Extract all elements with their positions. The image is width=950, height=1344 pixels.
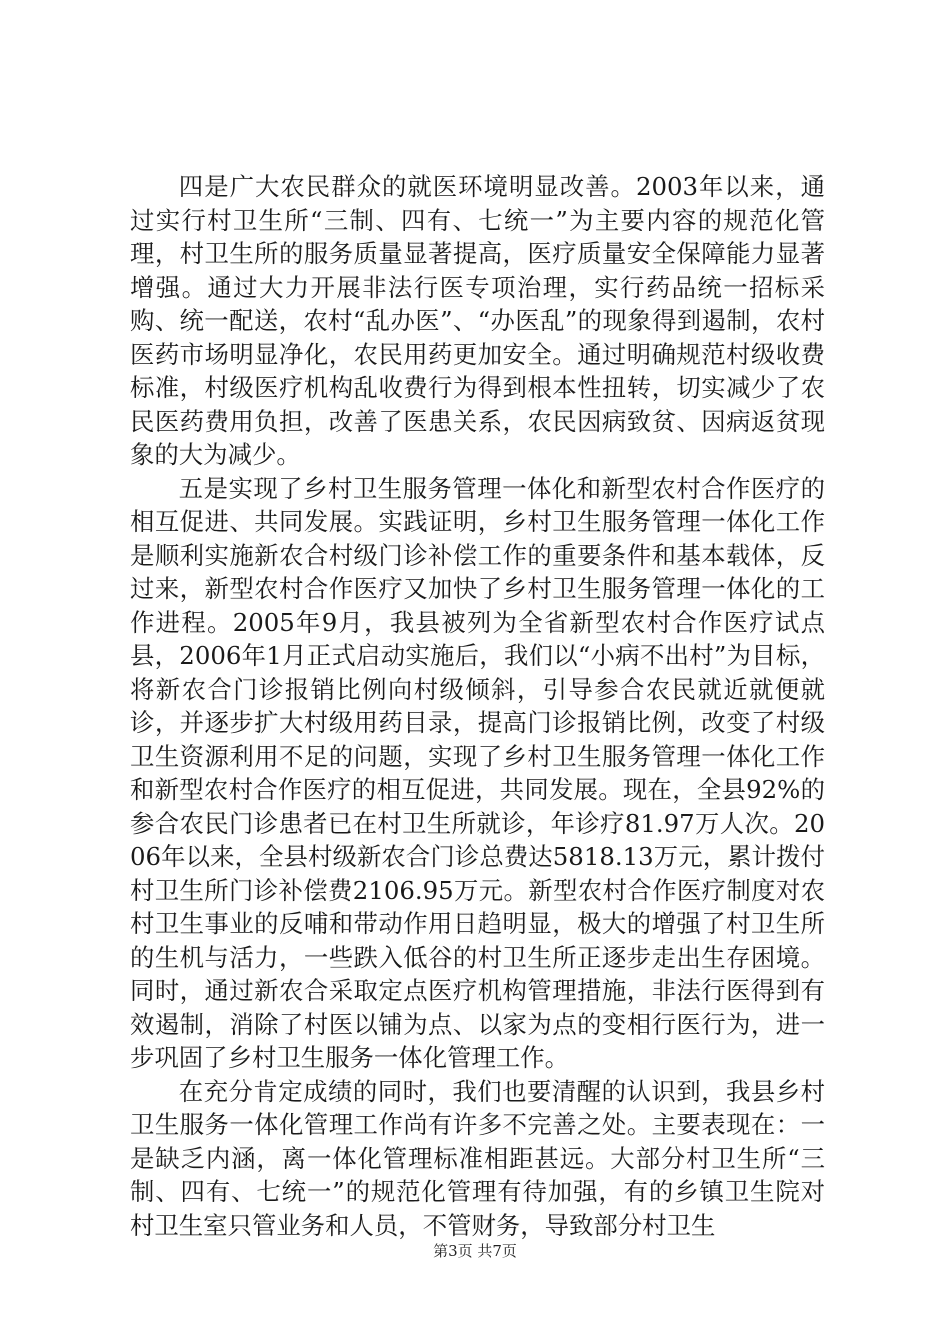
paragraph-5-integration: 五是实现了乡村卫生服务管理一体化和新型农村合作医疗的相互促进、共同发展。实践证明，乡村卫生服务管理一体化工作是顺利实施新农合村级门诊补偿工作的重要条件和基本载体，反过来，新型农村合作医疗又加快了乡村卫生服务管理一体化的工作进程。2005年9月，我县被列为全省新型农村合作医疗试点县，2006年1月正式启动实施后，我们以“小病不出村”为目标，将新农合门诊报销比例向村级倾斜，引导参合农民就近就便就诊，并逐步扩大村级用药目录，提高门诊报销比例，改变了村级卫生资源利用不足的问题，实现了乡村卫生服务管理一体化工作和新型农村合作医疗的相互促进，共同发展。现在，全县92%的参合农民门诊患者已在村卫生所就诊，年诊疗81.97万人次。2006年以来，全县村级新农合门诊总费达5818.13万元，累计拨付村卫生所门诊补偿费2106.95万元。新型农村合作医疗制度对农村卫生事业的反哺和带动作用日趋明显，极大的增强了村卫生所的生机与活力，一些跌入低谷的村卫生所正逐步走出生存困境。同时，通过新农合采取定点医疗机构管理措施，非法行医得到有效遏制，消除了村医以铺为点、以家为点的变相行医行为，进一步巩固了乡村卫生服务一体化管理工作。 [130, 473, 825, 1072]
paragraph-4-improvement: 四是广大农民群众的就医环境明显改善。2003年以来，通过实行村卫生所“三制、四有、七统一”为主要内容的规范化管理，村卫生所的服务质量显著提高，医疗质量安全保障能力显著增强。通过大力开展非法行医专项治理，实行药品统一招标采购、统一配送，农村“乱办医”、“办医乱”的现象得到遏制，农村医药市场明显净化，农民用药更加安全。通过明确规范村级收费标准，村级医疗机构乱收费行为得到根本性扭转，切实减少了农民医药费用负担，改善了医患关系，农民因病致贫、因病返贫现象的大为减少。 [130, 172, 825, 469]
document-body [130, 170, 825, 1242]
paragraph-shortcomings: 在充分肯定成绩的同时，我们也要清醒的认识到，我县乡村卫生服务一体化管理工作尚有许多不完善之处。主要表现在：一是缺乏内涵，离一体化管理标准相距甚远。大部分村卫生所“三制、四有、七统一”的规范化管理有待加强，有的乡镇卫生院对村卫生室只管业务和人员，不管财务，导致部分村卫生 [130, 1076, 825, 1240]
page-footer: 第3页 共7页 [433, 1242, 517, 1260]
